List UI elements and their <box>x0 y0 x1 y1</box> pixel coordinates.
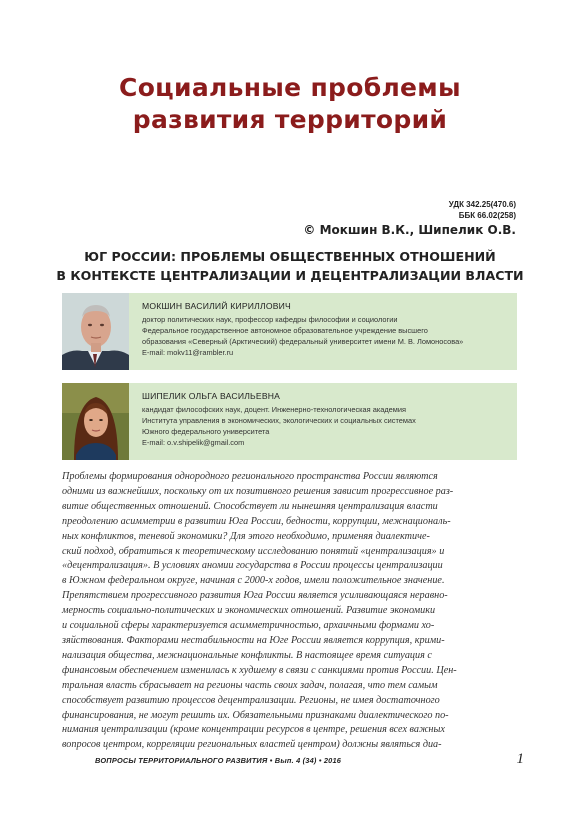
author-card-shipelik <box>62 383 517 460</box>
article-title-line-2: В КОНТЕКСТЕ ЦЕНТРАЛИЗАЦИИ И ДЕЦЕНТРАЛИЗАЦИИ ВЛАСТИ <box>56 268 524 283</box>
author-info-mokshin <box>142 301 512 358</box>
author-affiliation-2: Южного федерального университета <box>142 427 270 436</box>
author-degree: кандидат философских наук, доцент. Инженерно-технологическая академия <box>142 405 406 414</box>
abstract-line: в Южном федеральном округе, начиная с 2000-х годов, имели положительное значение. <box>62 575 445 587</box>
article-title-line-1: ЮГ РОССИИ: ПРОБЛЕМЫ ОБЩЕСТВЕННЫХ ОТНОШЕНИЙ <box>84 249 496 264</box>
abstract-line: и социальной сферы характеризуется асимметричностью, архаичными формами хо- <box>62 620 435 632</box>
abstract-line: «децентрализация». В условиях аномии государства в России процессы централизации <box>62 560 443 572</box>
author-name: ШИПЕЛИК ОЛЬГА ВАСИЛЬЕВНА <box>142 391 281 401</box>
abstract <box>62 470 518 753</box>
author-degree: доктор политических наук, профессор кафедры философии и социологии <box>142 315 398 324</box>
author-info-shipelik <box>142 391 512 448</box>
abstract-line: преодолению асимметрии в развитии Юга России, бедности, коррупции, межнациональ- <box>62 515 451 527</box>
abstract-line: Проблемы формирования однородного регионального пространства России являются <box>62 471 438 482</box>
author-photo-shipelik <box>62 383 129 460</box>
author-card-mokshin <box>62 293 517 370</box>
author-affiliation-1: Федеральное государственное автономное образовательное учреждение высшего <box>142 326 428 335</box>
article-title <box>0 247 580 285</box>
section-title <box>0 72 580 136</box>
copyright-authors: © Мокшин В.К., Шипелик О.В. <box>303 223 516 237</box>
abstract-line: ных конфликтов, теневой экономики? Для этого необходимо, применяя диалектиче- <box>62 530 430 542</box>
author-name: МОКШИН ВАСИЛИЙ КИРИЛЛОВИЧ <box>142 301 291 311</box>
abstract-line: одними из важнейших, поскольку от их позитивного решения зависит прогрессивное раз- <box>62 485 454 497</box>
author-email[interactable]: E-mail: mokv11@rambler.ru <box>142 348 234 357</box>
abstract-line: нимания централизации (кроме концентрации ресурсов в центре, решения всех важных <box>62 724 445 736</box>
section-title-line-1: Социальные проблемы <box>119 73 461 102</box>
bbk-code: ББК 66.02(258) <box>458 211 516 220</box>
section-title-line-2: развития территорий <box>132 105 448 134</box>
abstract-line: нализация общества, межнациональные конфликты. В настоящее время ситуация с <box>62 649 432 661</box>
abstract-line: Препятствием прогрессивного развития Юга России является усиливающаяся неравно- <box>62 590 448 602</box>
abstract-line: вопросов центром, корреляции региональных властей центром) должны являться диа- <box>62 739 442 751</box>
abstract-line: финансовым обеспечением изменилась к худшему в связи с санкциями против России. Цен- <box>62 664 457 676</box>
classification-codes <box>449 199 516 221</box>
abstract-line: тральная власть сбрасывает на регионы часть своих задач, полагая, что тем самым <box>62 679 438 691</box>
author-affiliation-2: образования «Северный (Арктический) федеральный университет имени М. В. Ломоносова» <box>142 337 464 346</box>
abstract-line: ский подход, обратиться к теоретическому исследованию понятий «централизация» и <box>62 545 445 557</box>
abstract-line: мерность социально-политических и экономических отношений. Развитие экономики <box>62 605 436 617</box>
page-number: 1 <box>516 751 524 767</box>
udk-code: УДК 342.25(470.6) <box>448 200 516 209</box>
abstract-line: зяйствования. Факторами нестабильности на Юге России является коррупция, крими- <box>62 634 445 646</box>
author-email[interactable]: E-mail: o.v.shipelik@gmail.com <box>142 438 245 447</box>
journal-footer: ВОПРОСЫ ТЕРРИТОРИАЛЬНОГО РАЗВИТИЯ • Вып. 4 (34) • 2016 <box>95 756 342 765</box>
abstract-line: витие общественных отношений. Способствует ли нынешняя централизация власти <box>62 500 438 512</box>
author-affiliation-1: Института управления в экономических, экологических и социальных системах <box>142 416 416 425</box>
author-photo-mokshin <box>62 293 129 370</box>
abstract-line: финансирования, не могут решить их. Обязательными признаками диалектического по- <box>62 709 449 721</box>
abstract-line: способствует развитию процессов децентрализации. Регионы, не имея достаточного <box>62 694 440 706</box>
